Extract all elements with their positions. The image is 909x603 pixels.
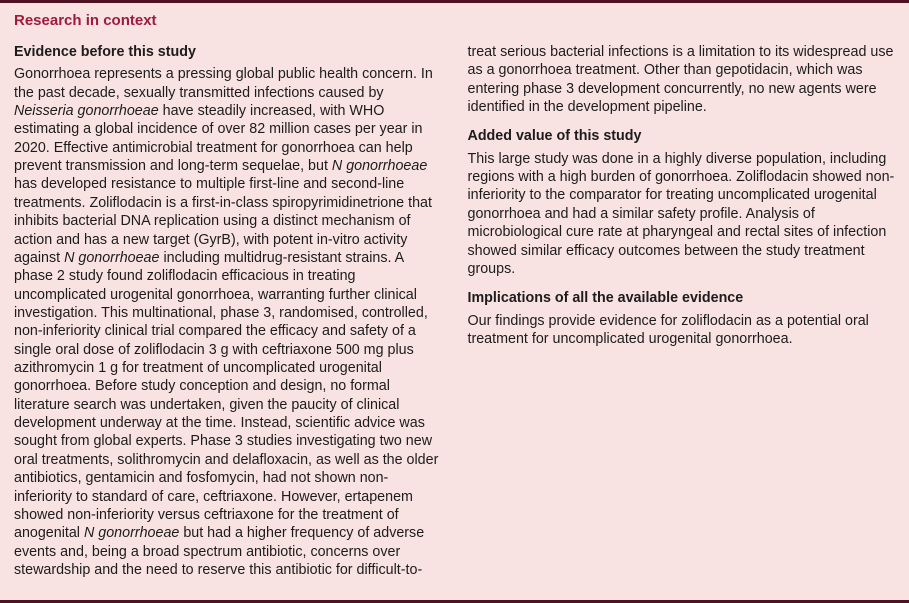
italic-species-name: N gonorrhoeae [331,158,428,175]
paragraph-text: including multidrug-resistant strains. A phase 2 study found zoliflodacin efficacious in treating uncomplicated urogenital gonorrhoea, warranting further clinical investigation. This multinational, phase 3, randomised, controlled, non-inferiority clinical trial compared the efficacy and safety of a single oral dose of zoliflodacin 3 g with ceftriaxone 500 mg plus azithromycin 1 g for treatment of uncomplicated urogenital gonorrhoea. Before study conception and design, no formal literature search was undertaken, given the paucity of clinical development underway at the time. Instead, scientific advice was sought from global experts. Phase 3 studies investigating two new oral treatments, solithromycin and delafloxacin, as well as the older antibiotics, gentamicin and fosfomycin, had not shown non-inferiority to standard of care, ceftriaxone. However, ertapenem showed non-inferiority versus ceftriaxone for the treatment of anogenital [14,249,439,542]
italic-species-name: N gonorrhoeae [64,249,160,266]
panel-title: Research in context [14,12,157,29]
paragraph-text: Our findings provide evidence for zoliflodacin as a potential oral treatment for uncomplicated urogenital gonorrhoea. [467,312,869,347]
section-paragraph [468,312,896,349]
italic-species-name: N gonorrhoeae [83,525,180,542]
paragraph-text: have steadily increased, with WHO estimating a global incidence of over 82 million cases per year in 2020. Effective antimicrobial treatment for gonorrhoea can help prevent transmission and long-term sequelae, but [14,103,423,175]
section-heading: Implications of all the available evidence [467,290,744,307]
paragraph-text: Gonorrhoea represents a pressing global public health concern. In the past decade, sexually transmitted infections caused by [14,66,433,101]
panel-section [468,289,896,348]
section-heading: Added value of this study [467,128,642,145]
paragraph-text: This large study was done in a highly diverse population, including regions with a high burden of gonorrhoea. Zoliflodacin showed non-inferiority to the comparator for treating uncomplicated urogenital gonorrhoea and had a similar safety profile. Analysis of microbiological cure rate at pharyngeal and rectal sites of infection showed similar efficacy outcomes between the study treatment groups. [467,150,895,277]
paragraph-text: but had a higher frequency of adverse events and, being a broad spectrum antibiotic, concerns over stewardship and the need to reserve this antibiotic for difficult-to-treat serious bacterial infections is a limitation to its widespread use as a gonorrhoea treatment. Other than gepotidacin, which was entering phase 3 development concurrently, no new agents were identified in the development pipeline. [14,44,894,578]
section-paragraph [468,150,896,279]
panel-body-columns [14,43,895,588]
italic-species-name: Neisseria gonorrhoeae [14,103,159,120]
section-heading: Evidence before this study [14,44,196,60]
panel-section [468,127,896,278]
paragraph-text: has developed resistance to multiple first-line and second-line treatments. Zoliflodacin is a first-in-class spiropyrimidinetrione that inhibits bacterial DNA replication using a distinct mechanism of action and has a new target (GyrB), with potent in-vitro activity against [14,176,432,266]
